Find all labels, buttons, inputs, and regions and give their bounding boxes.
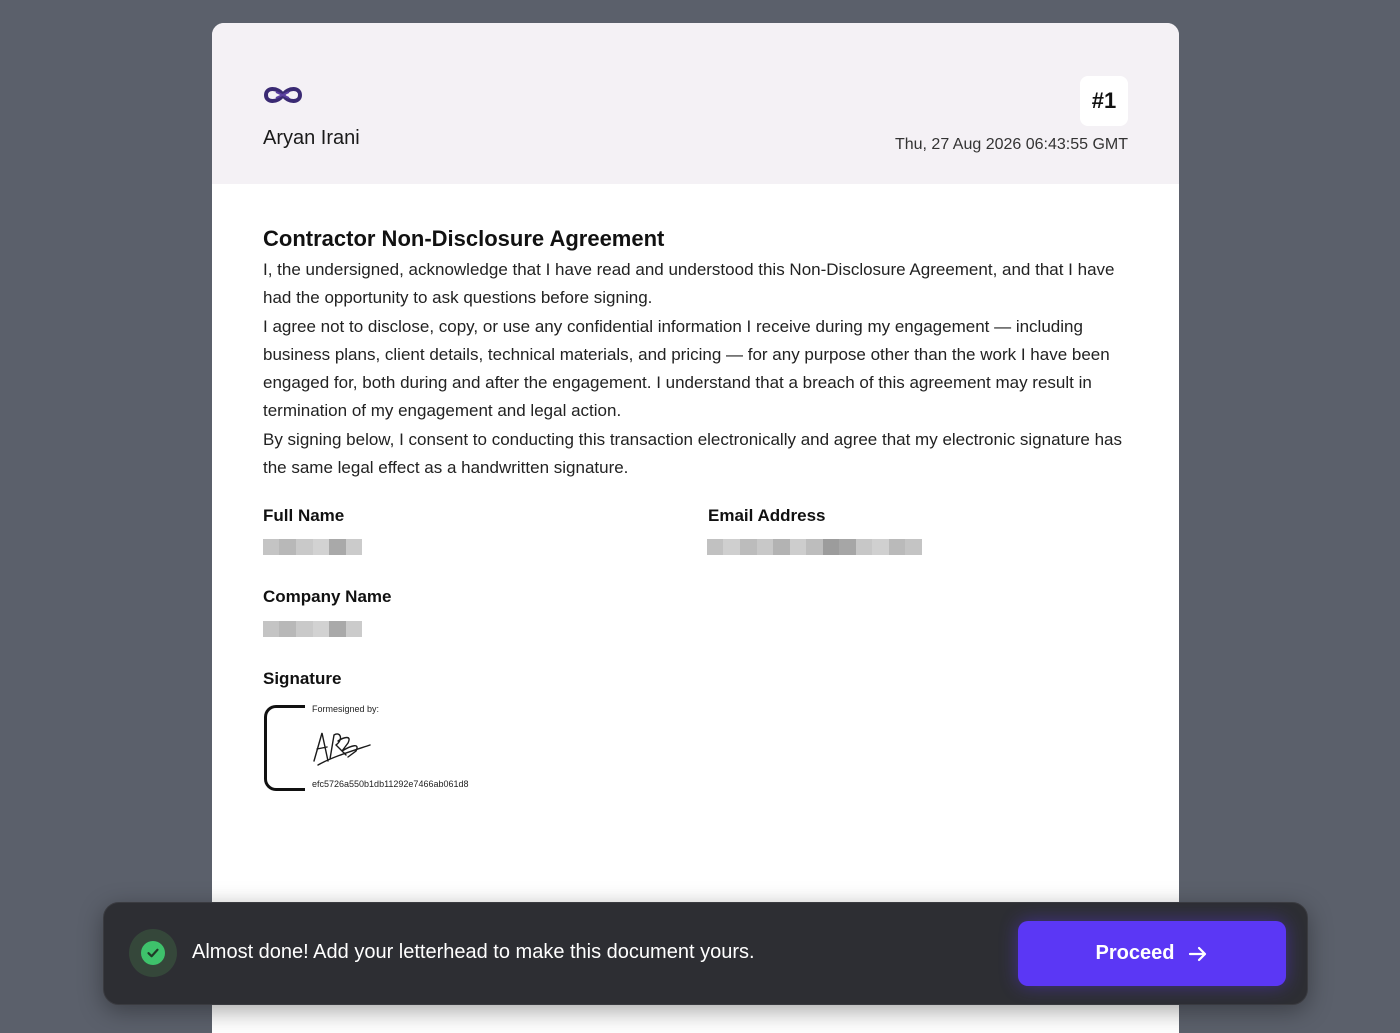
proceed-button[interactable] (1018, 921, 1286, 986)
company-name: Aryan Irani (263, 127, 360, 149)
document-card (212, 23, 1179, 1033)
document-title: Contractor Non-Disclosure Agreement (263, 226, 665, 251)
arrow-right-icon (1188, 946, 1208, 962)
signature-hash: efc5726a550b1db11292e7466ab061d8 (312, 779, 469, 789)
document-header (212, 23, 1179, 184)
agreement-paragraph-1: I, the undersigned, acknowledge that I have read and understood this Non-Disclosure Agreement, and that I have had the opportunity to ask questions before signing. (263, 260, 1115, 308)
document-body (263, 226, 1129, 482)
document-timestamp: Thu, 27 Aug 2026 06:43:55 GMT (894, 136, 1128, 153)
letterhead-toast (103, 902, 1308, 1005)
signature-caption: Formesigned by: (312, 704, 380, 714)
signature-bracket (264, 705, 305, 791)
full-name-label: Full Name (263, 506, 345, 525)
email-value-redacted (707, 539, 922, 555)
toast-message: Almost done! Add your letterhead to make this document yours. (192, 941, 755, 963)
infinity-logo-icon (262, 83, 304, 107)
signature-block (264, 703, 494, 793)
checkmark-icon (141, 941, 165, 965)
success-check-badge (129, 929, 177, 977)
email-address-label: Email Address (708, 506, 826, 525)
proceed-button-label: Proceed (1095, 942, 1175, 964)
company-value-redacted (263, 621, 362, 637)
full-name-value-redacted (263, 539, 362, 555)
document-number-badge: #1 (1080, 76, 1128, 126)
handwritten-signature (308, 721, 378, 771)
signature-label: Signature (263, 669, 342, 688)
company-name-label: Company Name (263, 587, 392, 606)
agreement-paragraph-2: I agree not to disclose, copy, or use any confidential information I receive during my engagement — including business plans, client details, technical materials, and pricing — for any purpose other than the work I have been engaged for, both during and after the engagement. I understand that a breach of this agreement may result in termination of my engagement and legal action. (263, 316, 1110, 421)
agreement-paragraph-3: By signing below, I consent to conducting this transaction electronically and agree that my electronic signature has the same legal effect as a handwritten signature. (263, 429, 1122, 478)
